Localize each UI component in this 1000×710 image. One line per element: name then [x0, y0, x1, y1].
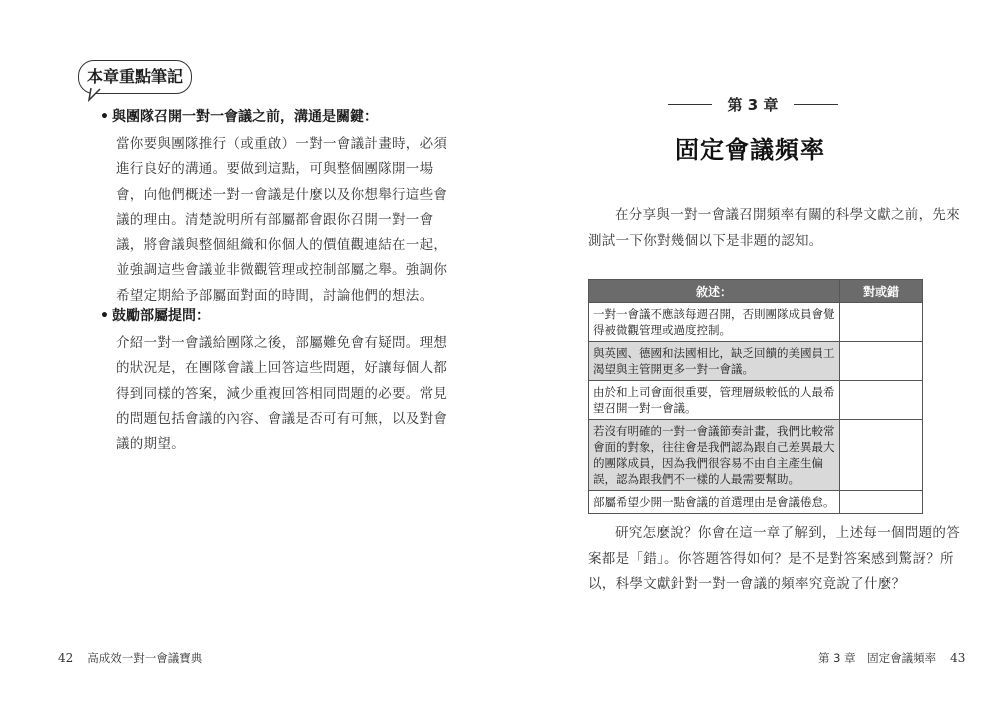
table-row	[589, 420, 923, 491]
notes-heading: • 鼓勵部屬提問：	[100, 308, 210, 324]
true-false-quiz-table	[588, 279, 923, 514]
notes-body	[116, 331, 448, 457]
running-head-book-title: 高成效一對一會議寶典	[87, 651, 203, 665]
notes-body	[116, 132, 448, 309]
answer-cell[interactable]	[839, 420, 922, 491]
statement-line: 誤，認為跟我們不一樣的人最需要幫助。	[593, 472, 800, 486]
statement-line: 渴望與主管開更多一對一會議。	[593, 362, 754, 376]
answer-cell[interactable]	[839, 303, 922, 342]
text-line: 議的期望。	[116, 436, 185, 453]
chapter-label	[668, 94, 838, 115]
statement-cell	[589, 491, 840, 514]
table-row	[589, 303, 923, 342]
statement-cell	[589, 420, 840, 491]
table-header-row	[589, 280, 923, 303]
divider	[794, 104, 838, 105]
closing-paragraph	[588, 521, 960, 598]
statement-line: 得被微觀管理或過度控制。	[593, 323, 731, 337]
statement-cell	[589, 381, 840, 420]
text-line: 並強調這些會議並非微觀管理或控制部屬之舉。強調你	[116, 262, 448, 279]
statement-column-header: 敘述：	[589, 280, 840, 303]
notes-heading: • 與團隊召開一對一會議之前，溝通是關鍵：	[100, 109, 378, 125]
speech-bubble-tail-icon	[88, 88, 104, 102]
notes-section-1	[100, 106, 448, 309]
divider	[668, 104, 712, 105]
text-line: 會，向他們概述一對一會議是什麼以及你想舉行這些會	[116, 186, 448, 203]
text-line: 以，科學文獻針對一對一會議的頻率究竟說了什麼？	[588, 576, 906, 592]
statement-cell	[589, 342, 840, 381]
text-line: 得到同樣的答案，減少重複回答相同問題的必要。常見	[116, 385, 448, 402]
left-footer	[58, 650, 202, 666]
statement-line: 由於和上司會面很重要，管理層級較低的人最希	[593, 385, 835, 399]
table-row	[589, 381, 923, 420]
statement-line: 一對一會議不應該每週召開，否則團隊成員會覺	[593, 307, 835, 321]
statement-line: 望召開一對一會議。	[593, 401, 697, 415]
text-line: 案都是「錯」。你答題答得如何？是不是對答案感到驚訝？所	[588, 550, 954, 567]
right-footer	[818, 650, 965, 666]
answer-cell[interactable]	[839, 381, 922, 420]
text-line: 議的理由。清楚說明所有部屬都會跟你召開一對一會	[116, 211, 434, 228]
true-false-column-header: 對或錯	[839, 280, 922, 303]
page-number: 42	[58, 651, 74, 665]
text-line: 當你要與團隊推行（或重啟）一對一會議計畫時，必須	[116, 136, 448, 152]
answer-cell[interactable]	[839, 342, 922, 381]
text-line: 的狀況是，在團隊會議上回答這些問題，好讓每個人都	[116, 360, 448, 377]
statement-line: 會面的對象，往往會是我們認為跟自己差異最大	[593, 440, 835, 454]
table-row	[589, 342, 923, 381]
text-line: 在分享與一對一會議召開頻率有關的科學文獻之前，先來	[615, 207, 960, 223]
running-head-chapter: 第 3 章 固定會議頻率	[818, 651, 937, 665]
text-line: 研究怎麼說？你會在這一章了解到，上述每一個問題的答	[615, 525, 960, 541]
intro-paragraph	[588, 203, 960, 254]
text-line: 議，將會議與整個組織和你個人的價值觀連結在一起，	[116, 237, 448, 254]
chapter-title: 固定會議頻率	[675, 136, 825, 164]
answer-cell[interactable]	[839, 491, 922, 514]
text-line: 的問題包括會議的內容、會議是否可有可無，以及對會	[116, 410, 448, 427]
statement-line: 若沒有明確的一對一會議節奏計畫，我們比較常	[593, 424, 835, 438]
statement-line: 與英國、德國和法國相比，缺乏回饋的美國員工	[593, 346, 835, 360]
text-line: 介紹一對一會議給團隊之後，部屬難免會有疑問。理想	[116, 335, 448, 351]
text-line: 進行良好的溝通。要做到這點，可與整個團隊開一場	[116, 161, 434, 178]
statement-line: 部屬希望少開一點會議的首選理由是會議倦怠。	[593, 495, 835, 509]
text-line: 測試一下你對幾個以下是非題的認知。	[588, 232, 823, 249]
statement-line: 的團隊成員，因為我們很容易不由自主產生偏	[593, 456, 823, 470]
chapter-number: 第 3 章	[727, 96, 779, 114]
chapter-notes-bubble: 本章重點筆記	[78, 60, 192, 94]
statement-cell	[589, 303, 840, 342]
table-row	[589, 491, 923, 514]
text-line: 希望定期給予部屬面對面的時間，討論他們的想法。	[116, 287, 434, 304]
notes-section-2	[100, 305, 448, 457]
page-number: 43	[950, 651, 966, 665]
